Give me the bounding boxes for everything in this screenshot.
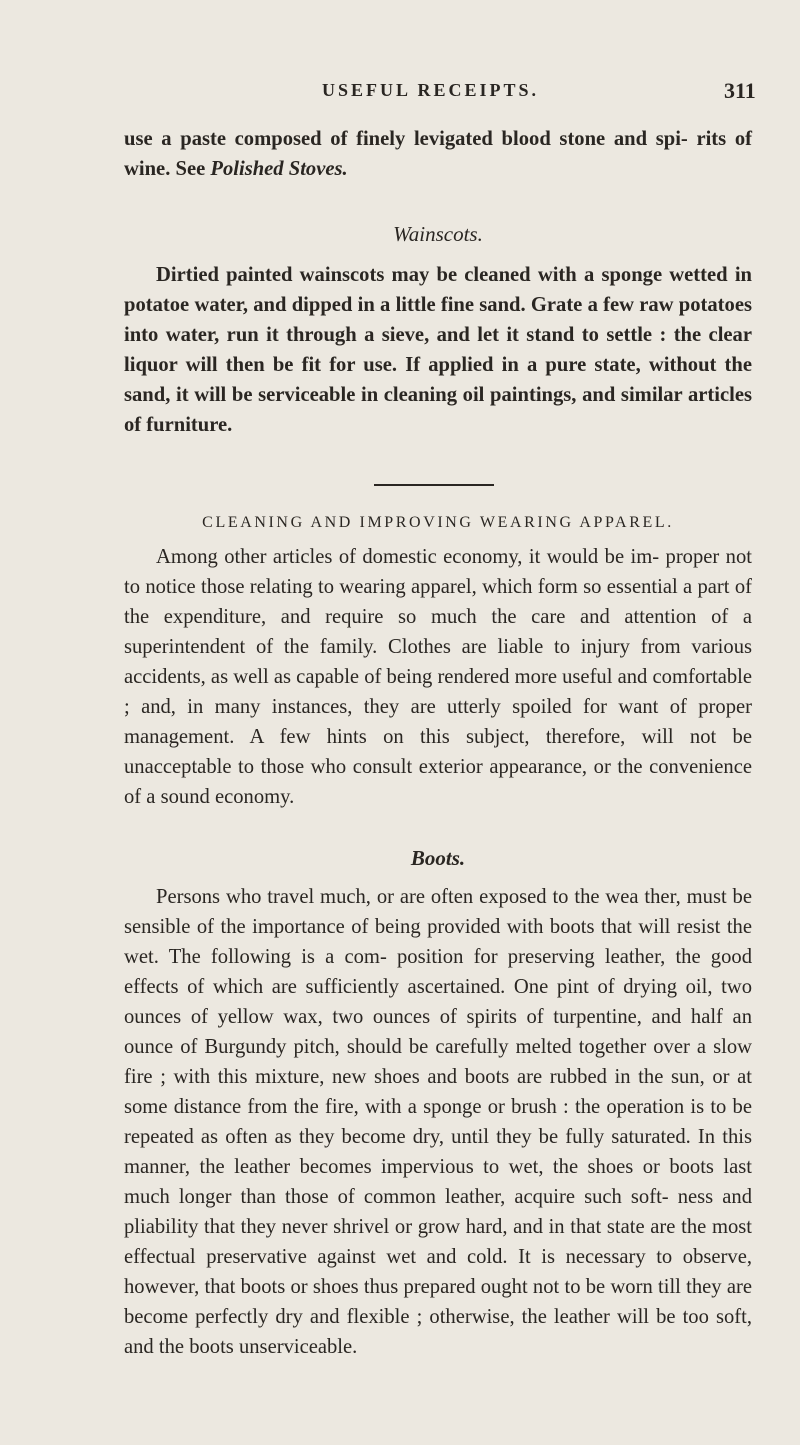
page-number: 311 [724,78,756,103]
wainscots-heading: Wainscots. [393,222,483,246]
section-divider [374,484,494,486]
running-head [0,80,800,110]
running-title: USEFUL RECEIPTS. [322,80,540,100]
wainscots-body: Dirtied painted wainscots may be cleaned with a sponge wetted in potatoe water, and dipped in a little fine sand. Grate a few raw potatoes into water, run it through a sieve, and let it stand to settle : the clear liquor will then be fit for use. If applied in a pure state, without the sand, it will be serviceable in cleaning oil paintings, and similar articles of furniture. [124,264,752,436]
apparel-body: Among other articles of domestic economy, it would be im- proper not to notice those relating to wearing apparel, which form so essential a part of the expenditure, and require so much the care and attention of a superintendent of the family. Clothes are liable to injury from various accidents, as well as capable of being rendered more useful and comfortable ; and, in many instances, they are utterly spoiled for want of proper management. A few hints on this subject, therefore, will not be unacceptable to those who consult exterior appearance, or the convenience of a sound economy. [124,546,752,808]
wainscots-paragraph [124,260,752,440]
intro-text: use a paste composed of finely levigated blood stone and spi- rits of wine. See [124,128,752,180]
intro-paragraph [124,124,752,184]
cross-reference: Polished Stoves. [210,158,348,180]
apparel-paragraph [124,542,752,812]
boots-heading: Boots. [410,846,466,870]
boots-paragraph [124,882,752,1362]
section-heading: CLEANING AND IMPROVING WEARING APPAREL. [202,514,674,531]
boots-body: Persons who travel much, or are often exposed to the wea ther, must be sensible of the importance of being provided with boots that will resist the wet. The following is a com- position for preserving leather, the good effects of which are sufficiently ascertained. One pint of drying oil, two ounces of yellow wax, two ounces of spirits of turpentine, and half an ounce of Burgundy pitch, should be carefully melted together over a slow fire ; with this mixture, new shoes and boots are rubbed in the sun, or at some distance from the fire, with a sponge or brush : the operation is to be repeated as often as they become dry, until they be fully saturated. In this manner, the leather becomes impervious to wet, the shoes or boots last much longer than those of common leather, acquire such soft- ness and pliability that they never shrivel or grow hard, and in that state are the most effectual preservative against wet and cold. It is necessary to observe, however, that boots or shoes thus prepared ought not to be worn till they are become perfectly dry and flexible ; otherwise, the leather will be too soft, and the boots unserviceable. [124,886,752,1358]
